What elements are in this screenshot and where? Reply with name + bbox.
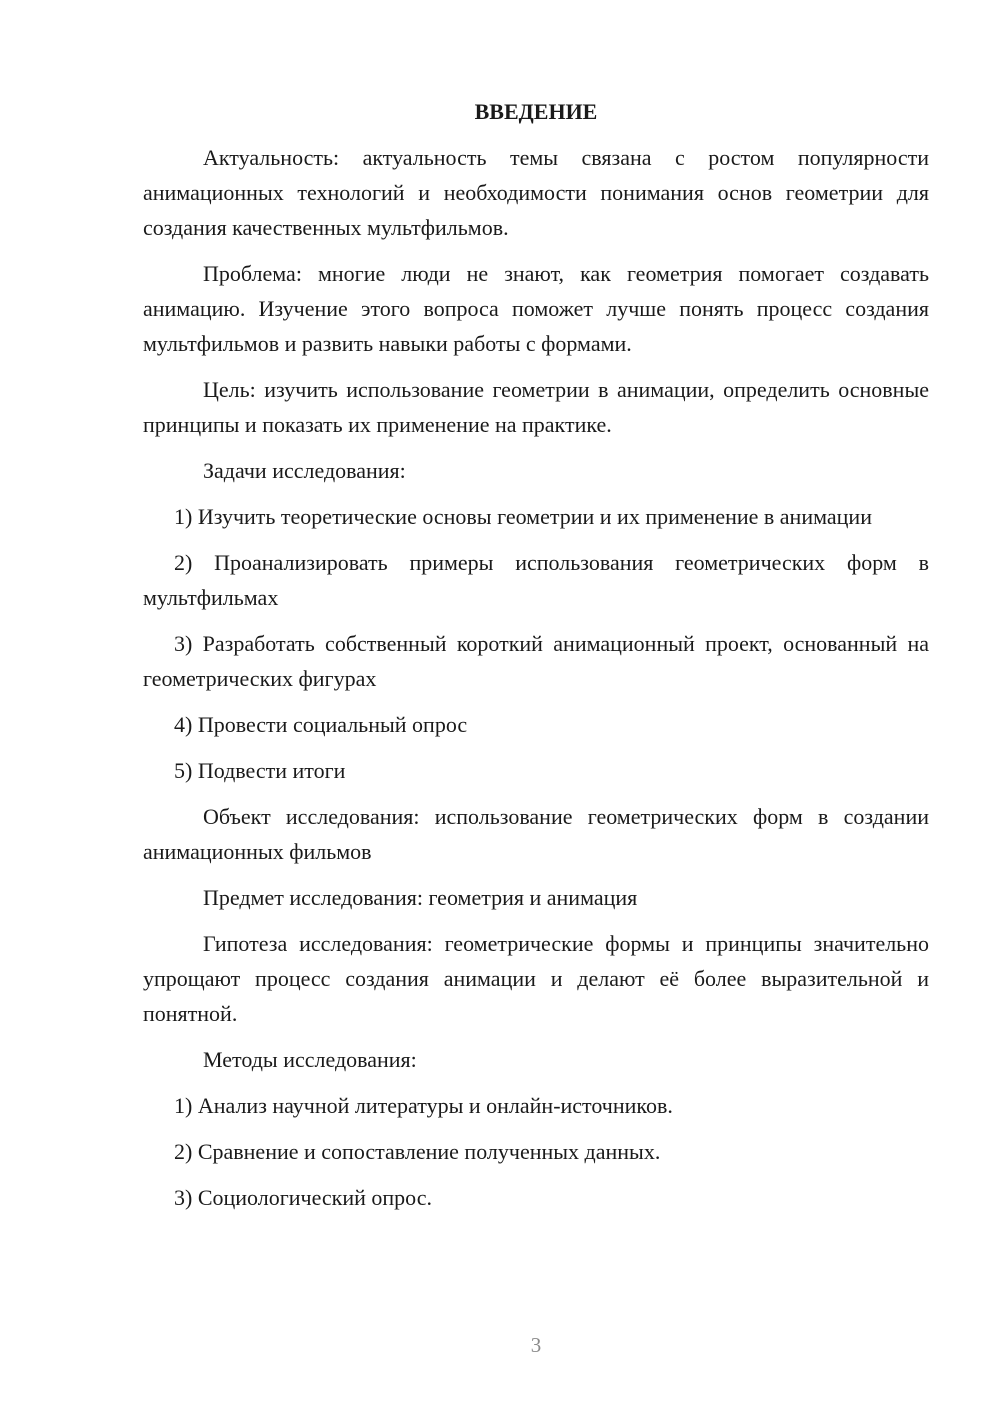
page-number: 3 xyxy=(530,1333,542,1357)
list-item-method-3: 3) Социологический опрос. xyxy=(174,1185,432,1210)
paragraph-hypothesis: Гипотеза исследования: геометрические формы и принципы значительно упрощают процесс создания анимации и делают её более выразительной и понятной. xyxy=(143,931,929,1026)
list-item-task-4: 4) Провести социальный опрос xyxy=(174,712,468,737)
section-title: ВВЕДЕНИЕ xyxy=(474,99,598,124)
list-item-task-5: 5) Подвести итоги xyxy=(174,758,346,783)
paragraph-tasks-heading: Задачи исследования: xyxy=(203,458,406,483)
paragraph-relevance: Актуальность: актуальность темы связана с ростом популярности анимационных технологий и необходимости понимания основ геометрии для создания качественных мультфильмов. xyxy=(143,145,929,240)
list-item-method-1: 1) Анализ научной литературы и онлайн-источников. xyxy=(174,1093,673,1118)
list-item-method-2: 2) Сравнение и сопоставление полученных данных. xyxy=(174,1139,661,1164)
list-item-task-1: 1) Изучить теоретические основы геометрии и их применение в анимации xyxy=(174,504,872,529)
page-content xyxy=(143,94,929,1226)
paragraph-goal: Цель: изучить использование геометрии в анимации, определить основные принципы и показать их применение на практике. xyxy=(143,377,929,437)
paragraph-subject: Предмет исследования: геометрия и анимация xyxy=(203,885,638,910)
paragraph-object: Объект исследования: использование геометрических форм в создании анимационных фильмов xyxy=(143,804,929,864)
list-item-task-3: 3) Разработать собственный короткий анимационный проект, основанный на геометрических фигурах xyxy=(143,631,929,691)
paragraph-problem: Проблема: многие люди не знают, как геометрия помогает создавать анимацию. Изучение этого вопроса поможет лучше понять процесс создания мультфильмов и развить навыки работы с формами. xyxy=(143,261,929,356)
paragraph-methods-heading: Методы исследования: xyxy=(203,1047,417,1072)
list-item-task-2: 2) Проанализировать примеры использования геометрических форм в мультфильмах xyxy=(143,550,929,610)
